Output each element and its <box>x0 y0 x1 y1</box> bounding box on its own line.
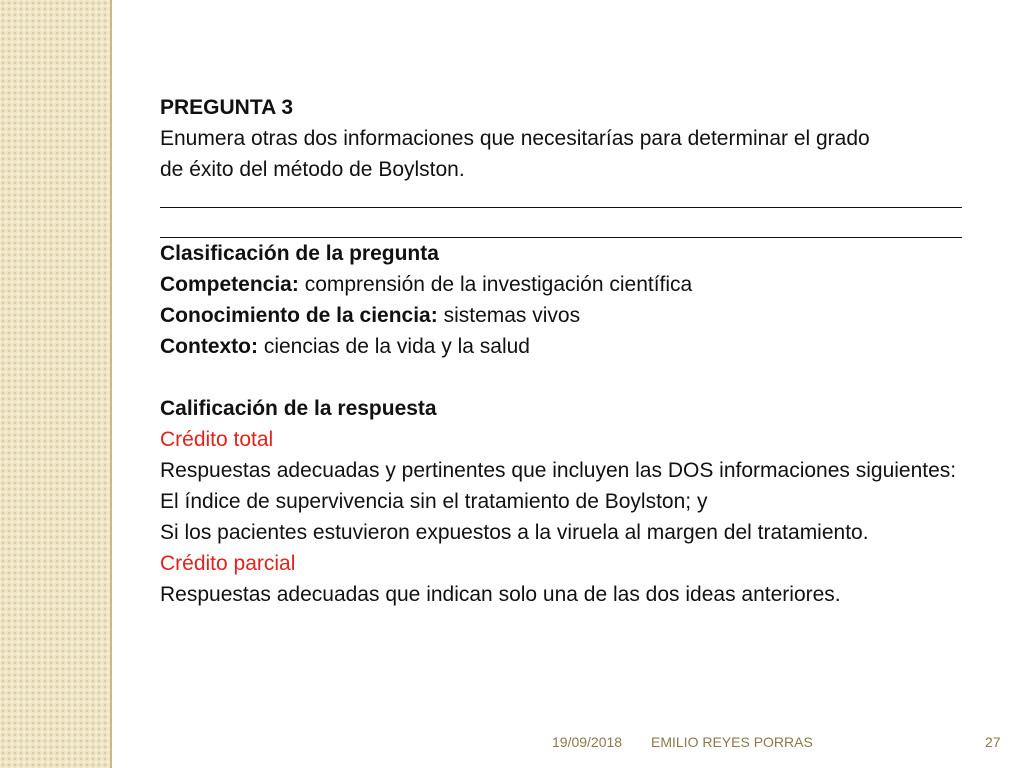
full-credit-label: Crédito total <box>160 428 274 451</box>
contexto-value: ciencias de la vida y la salud <box>258 335 530 358</box>
conocimiento-label: Conocimiento de la ciencia: <box>160 304 438 327</box>
grading-title: Calificación de la respuesta <box>160 397 437 420</box>
conocimiento-row <box>160 300 970 331</box>
classification-title: Clasificación de la pregunta <box>160 242 439 265</box>
partial-credit-text: Respuestas adecuadas que indican solo una de las dos ideas anteriores. <box>160 583 841 606</box>
full-credit-text: Respuestas adecuadas y pertinentes que incluyen las DOS informaciones siguientes: <box>160 459 957 482</box>
side-divider-line <box>110 0 112 768</box>
full-credit-item-2: Si los pacientes estuvieron expuestos a la viruela al margen del tratamiento. <box>160 521 869 544</box>
decorative-side-band <box>0 0 110 768</box>
footer-date: 19/09/2018 <box>552 734 623 750</box>
contexto-label: Contexto: <box>160 335 258 358</box>
competencia-row <box>160 269 970 300</box>
question-text-line-1: Enumera otras dos informaciones que necesitarías para determinar el grado <box>160 127 870 150</box>
spacer <box>160 362 970 393</box>
question-text-line-2: de éxito del método de Boylston. <box>160 158 465 181</box>
conocimiento-value: sistemas vivos <box>437 304 581 327</box>
question-title: PREGUNTA 3 <box>160 96 294 119</box>
answer-line-1 <box>160 207 962 208</box>
full-credit-item-1: El índice de supervivencia sin el tratamiento de Boylston; y <box>160 490 708 513</box>
footer-page-number: 27 <box>985 734 1001 750</box>
slide-footer <box>0 734 1024 758</box>
competencia-value: comprensión de la investigación científica <box>298 273 693 296</box>
footer-author: EMILIO REYES PORRAS <box>651 734 813 750</box>
partial-credit-label: Crédito parcial <box>160 552 296 575</box>
contexto-row <box>160 331 970 362</box>
competencia-label: Competencia: <box>160 273 299 296</box>
slide-content <box>160 92 970 610</box>
